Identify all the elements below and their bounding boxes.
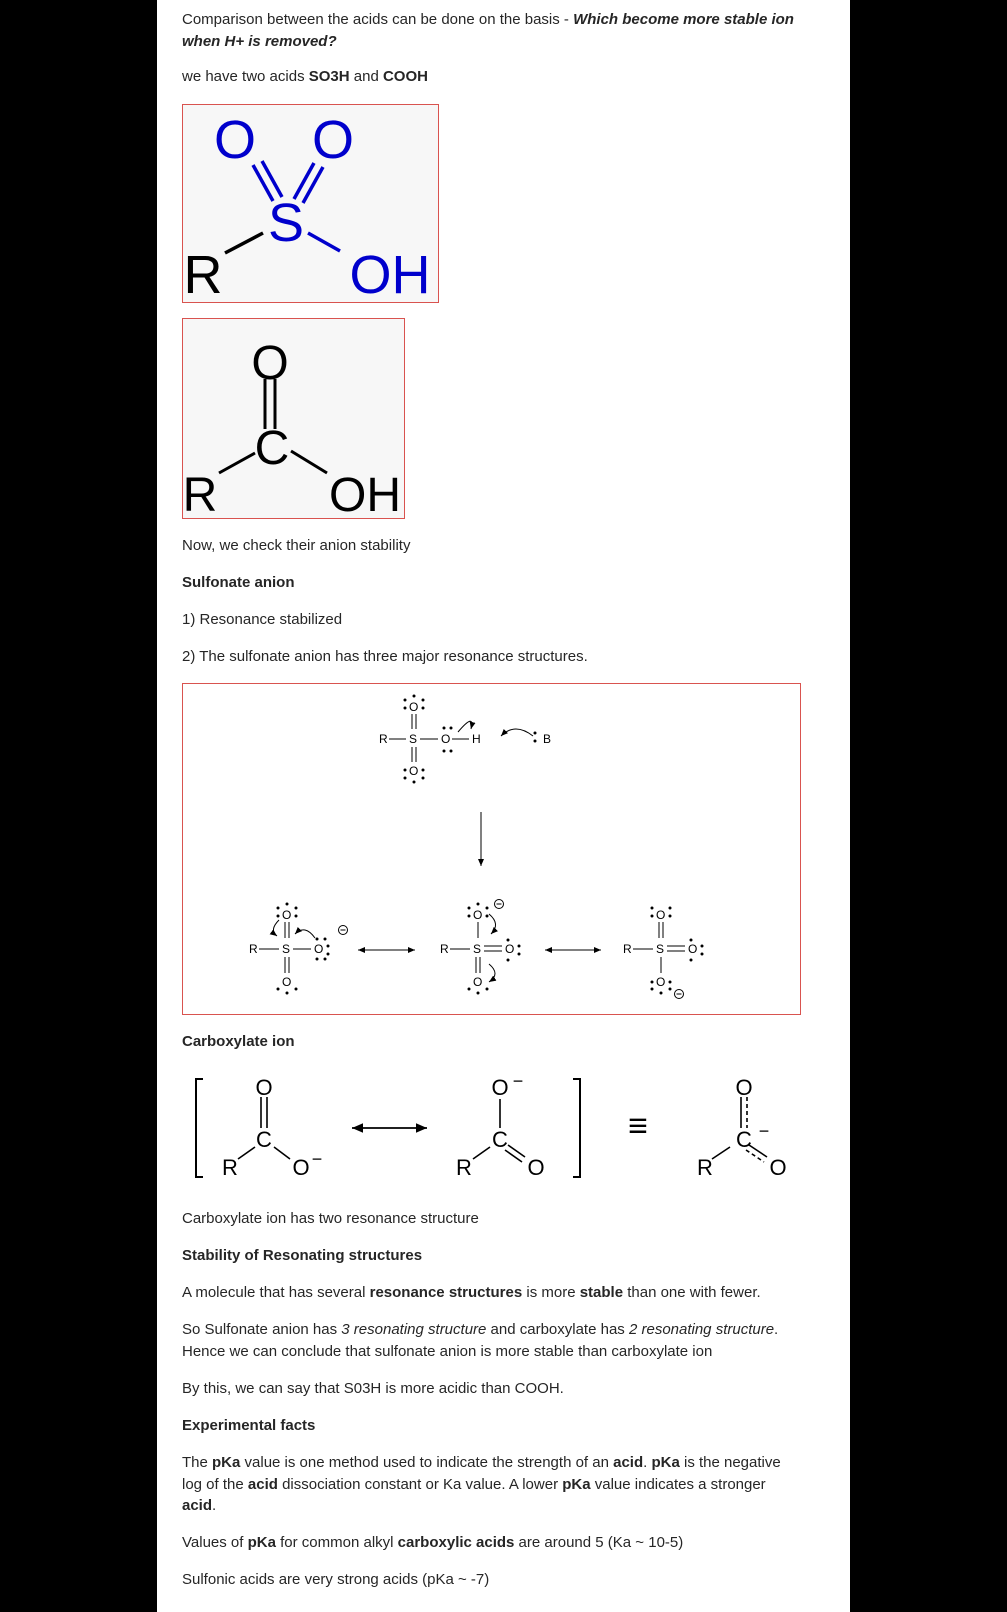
page — [157, 0, 850, 1612]
molecule-paragraph — [182, 1282, 802, 1304]
pka-t2: value is one method used to indicate the strength of an — [240, 1454, 614, 1471]
compare-i1: 3 resonating structure — [341, 1321, 487, 1338]
values-t2: for common alkyl — [275, 1534, 398, 1551]
oxygen-label-1: O — [213, 110, 257, 170]
carboxylate-two-text: Carboxylate ion has two resonance structure — [182, 1210, 479, 1227]
carbon-label: C — [254, 422, 290, 475]
resonance-structure-3 — [623, 907, 704, 999]
carboxylate-heading: Carboxylate ion — [182, 1033, 295, 1050]
values-t3: are around 5 (Ka ~ 10-5) — [514, 1534, 684, 1551]
pka-b4: acid — [247, 1475, 278, 1493]
pka-t7: . — [212, 1497, 217, 1514]
oxygen-label-2: O — [311, 110, 355, 170]
pka-t3: . — [643, 1454, 652, 1471]
o-label-top-down: O — [409, 764, 419, 778]
o-label-r3-right: O — [688, 942, 698, 956]
minus-s1: − — [311, 1149, 323, 1169]
sulfonate-heading: Sulfonate anion — [182, 574, 295, 591]
molecule-t1: A molecule that has several — [182, 1284, 370, 1301]
compare-t3: . Hence we can conclude that sulfonate anion is more stable than carboxylate ion — [182, 1321, 779, 1360]
o-label-s2-top: O — [491, 1075, 509, 1100]
curved-arrow-base — [501, 729, 533, 736]
sulfur-label: S — [267, 193, 305, 253]
o-label-r1-down: O — [282, 975, 292, 989]
r-label-r3: R — [623, 942, 632, 956]
acid-cooh: COOH — [382, 68, 428, 85]
r-group-label: R — [183, 245, 223, 301]
point-2: 2) The sulfonate anion has three major resonance structures. — [182, 648, 588, 665]
carboxylate-structure-1 — [222, 1075, 322, 1180]
o-label-r2-up: O — [473, 908, 483, 922]
c-oh-bond — [291, 451, 327, 473]
resonance-structure-2 — [440, 900, 521, 995]
r-label-r1: R — [249, 942, 258, 956]
compare-t1: So Sulfonate anion has — [182, 1321, 342, 1338]
carboxylate-resonance-diagram — [182, 1075, 802, 1185]
o-label-top-up: O — [409, 700, 419, 714]
minus-s2: − — [512, 1075, 524, 1091]
molecule-b1: resonance structures — [369, 1284, 523, 1301]
hydroxyl-label: OH — [329, 469, 401, 517]
hydroxyl-label: OH — [349, 245, 431, 301]
check-anion-text: Now, we check their anion stability — [182, 537, 411, 554]
intro-question: Which become more stable ion when H+ is removed? — [182, 11, 794, 50]
o-label-s2-right: O — [527, 1155, 545, 1180]
molecule-t2: is more — [522, 1284, 580, 1301]
o-label-h-top: O — [735, 1075, 753, 1100]
minus-hybrid: − — [758, 1121, 770, 1141]
compare-paragraph — [182, 1319, 802, 1362]
molecule-t3: than one with fewer. — [623, 1284, 761, 1301]
r-label-top: R — [379, 732, 388, 746]
sulfonic-strong-text: Sulfonic acids are very strong acids (pKa ~ -7) — [182, 1571, 490, 1588]
pka-b5: pKa — [562, 1475, 591, 1493]
o-label-h-right: O — [769, 1155, 787, 1180]
two-acids-text: we have two acids — [182, 68, 309, 85]
s-label-r1: S — [282, 942, 291, 956]
o-label-r3-up: O — [656, 908, 666, 922]
h-label-top: H — [472, 732, 481, 746]
values-b1: pKa — [247, 1534, 276, 1551]
values-paragraph — [182, 1532, 683, 1554]
carboxylic-acid-structure — [183, 319, 403, 517]
pka-b2: acid — [613, 1454, 644, 1471]
pka-b3: pKa — [651, 1454, 680, 1471]
o-label-r2-right: O — [505, 942, 515, 956]
carboxylate-resonance-figure — [182, 1075, 802, 1185]
acid-so3h: SO3H — [308, 68, 350, 85]
r-c-bond — [219, 453, 255, 473]
c-label-h: C — [736, 1127, 752, 1152]
pka-b1: pKa — [212, 1454, 241, 1471]
left-bracket — [196, 1079, 203, 1177]
r-label-s1: R — [222, 1155, 238, 1180]
s-o1-double-bond-b — [262, 161, 282, 197]
sulfonate-resonance-diagram — [183, 684, 799, 1013]
o-label-s1-top: O — [255, 1075, 273, 1100]
s-label-r2: S — [473, 942, 482, 956]
values-b2: carboxylic acids — [397, 1534, 515, 1551]
pka-t1: The — [182, 1454, 213, 1471]
r-label-r2: R — [440, 942, 449, 956]
o-label-r1-up: O — [282, 908, 292, 922]
r-label-s2: R — [456, 1155, 472, 1180]
s-label-top: S — [409, 732, 418, 746]
sulfonic-acid-figure — [182, 104, 439, 303]
experimental-heading: Experimental facts — [182, 1417, 316, 1434]
compare-i2: 2 resonating structure — [628, 1321, 775, 1338]
resonance-structure-1 — [249, 903, 348, 995]
o-label-r1-right: O — [314, 942, 324, 956]
o-label-top-oh: O — [441, 732, 451, 746]
r-s-bond — [225, 233, 263, 253]
o-label-r3-down: O — [656, 975, 666, 989]
intro-paragraph — [182, 9, 802, 52]
equivalence-sign: ≡ — [628, 1107, 648, 1145]
s-label-r3: S — [656, 942, 665, 956]
point-1: 1) Resonance stabilized — [182, 611, 343, 628]
molecule-b2: stable — [579, 1284, 624, 1301]
sulfonic-acid-deprotonation — [379, 695, 551, 784]
stability-heading: Stability of Resonating structures — [182, 1247, 423, 1264]
pka-paragraph — [182, 1452, 802, 1517]
oxygen-label: O — [251, 337, 289, 390]
c-label-s1: C — [256, 1127, 272, 1152]
compare-t2: and carboxylate has — [486, 1321, 629, 1338]
r-group-label: R — [183, 469, 218, 517]
two-acids-paragraph — [182, 66, 428, 88]
conclusion-text: By this, we can say that S03H is more acidic than COOH. — [182, 1380, 564, 1397]
s-o2-double-bond-b — [303, 167, 323, 203]
sulfonic-acid-structure — [183, 105, 437, 301]
c-label-s2: C — [492, 1127, 508, 1152]
s-oh-bond — [308, 233, 340, 251]
right-bracket — [573, 1079, 580, 1177]
base-label: B — [543, 732, 552, 746]
o-label-s1-right: O — [292, 1155, 310, 1180]
curved-arrow-oh — [458, 721, 472, 732]
sulfonate-resonance-figure — [182, 683, 801, 1015]
values-t1: Values of — [182, 1534, 248, 1551]
carboxylic-acid-figure — [182, 318, 405, 519]
o-label-r2-down: O — [473, 975, 483, 989]
intro-lead: Comparison between the acids can be done on the basis - — [182, 11, 574, 28]
and-text: and — [349, 68, 383, 85]
carboxylate-structure-2 — [456, 1075, 545, 1180]
r-label-h: R — [697, 1155, 713, 1180]
pka-t4: is the negative log of the — [182, 1454, 781, 1493]
pka-t5: dissociation constant or Ka value. A lower — [277, 1475, 563, 1493]
pka-b6: acid — [182, 1497, 213, 1514]
carboxylate-hybrid — [697, 1075, 787, 1180]
pka-t6: value indicates a stronger — [590, 1475, 766, 1493]
